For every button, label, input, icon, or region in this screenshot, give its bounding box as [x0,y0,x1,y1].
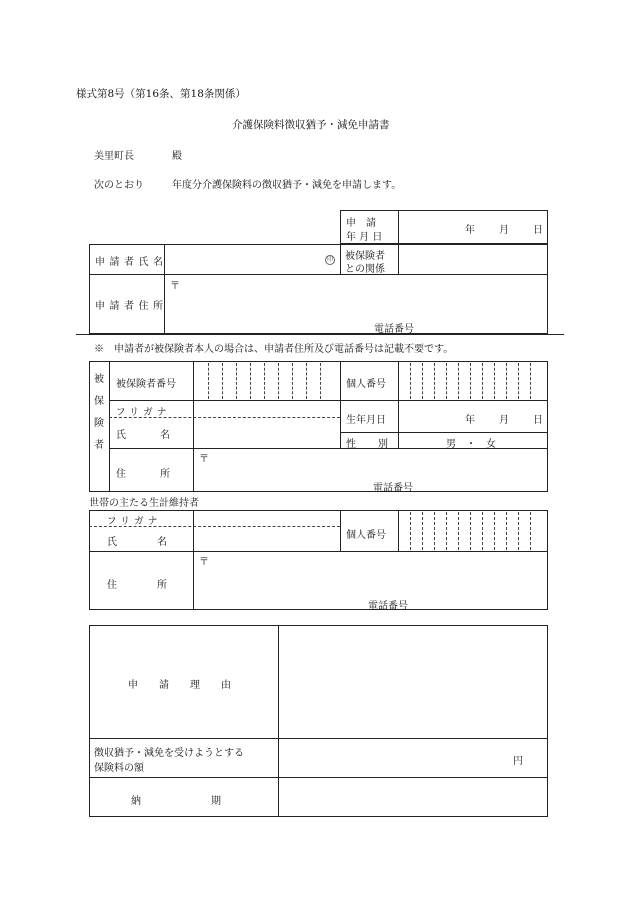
period-label: 納期 [131,796,291,807]
personal-number-label: 個人番号 [346,379,386,390]
insured-address-field[interactable] [211,450,541,476]
intro-text: 年度分介護保険料の徴収猶予・減免を申請します。 [172,180,402,191]
applicant-address-field[interactable] [182,277,542,317]
householder-personal-number-field[interactable] [400,512,546,550]
insured-number-label: 被保険者番号 [116,379,176,390]
note-text: ※ 申請者が被保険者本人の場合は、申請者住所及び電話番号は記載不要です。 [94,344,454,355]
birth-year-field[interactable]: 年 [465,415,475,426]
date-month-field[interactable]: 月 [499,225,509,236]
gender-label: 性別 [346,439,410,450]
applicant-name-field[interactable] [166,246,338,272]
insured-personal-number-field[interactable] [400,363,546,399]
insured-name-label: 氏名 [116,430,204,441]
insured-side-char-1: 被 [94,374,104,385]
amount-label-line2: 保険料の額 [94,763,144,774]
relation-label-line1: 被保険者 [345,251,385,262]
householder-furigana-label: フリガナ [107,516,162,527]
householder-personal-number-label: 個人番号 [346,530,386,541]
relation-field[interactable] [400,246,546,272]
date-label-line1: 申 請 [346,218,376,229]
householder-address-field[interactable] [211,553,541,589]
insured-phone-label: 電話番号 [373,483,413,494]
birth-day-field[interactable]: 日 [533,415,543,426]
separator-line [76,334,564,335]
applicant-name-label: 申請者氏名 [95,257,168,268]
householder-name-field[interactable] [195,528,338,550]
amount-field[interactable] [280,740,508,776]
householder-postal-mark: 〒 [199,557,209,568]
relation-label-line2: との関係 [345,264,385,275]
insured-side-char-3: 険 [94,418,104,429]
reason-field[interactable] [280,627,546,737]
householder-name-label: 氏名 [107,537,207,548]
householder-address-label: 住所 [107,580,207,591]
addressee: 美里町長 [94,151,134,162]
householder-phone-label: 電話番号 [368,601,408,612]
applicant-address-label: 申請者住所 [95,301,168,312]
date-day-field[interactable]: 日 [533,225,543,236]
birth-month-field[interactable]: 月 [499,415,509,426]
insured-name-field[interactable] [195,419,338,447]
insured-furigana-label: フリガナ [116,407,171,418]
seal-mark: 印 [326,256,333,263]
householder-furigana-field[interactable] [195,512,338,525]
amount-label-line1: 徴収猶予・減免を受けようとする [94,748,244,759]
insured-side-char-2: 保 [94,396,104,407]
insured-number-field[interactable] [195,363,338,399]
postal-mark: 〒 [170,281,180,292]
insured-furigana-field[interactable] [195,402,338,416]
birthdate-label: 生年月日 [346,415,386,426]
reason-label: 申請理由 [128,680,252,691]
insured-address-label: 住所 [116,469,204,480]
insured-postal-mark: 〒 [199,454,209,465]
form-number: 様式第8号（第16条、第18条関係） [76,88,246,100]
applicant-phone-label: 電話番号 [374,324,414,335]
intro-prefix: 次のとおり [94,180,144,191]
gender-options[interactable]: 男 ・ 女 [446,439,496,450]
householder-section-label: 世帯の主たる生計維持者 [89,498,199,509]
date-label-line2: 年 月 日 [346,232,383,243]
yen-unit: 円 [513,756,523,767]
period-field[interactable] [280,779,546,815]
date-year-field[interactable]: 年 [465,225,475,236]
honorific: 殿 [172,151,182,162]
document-title: 介護保険料徴収猶予・減免申請書 [232,119,390,131]
insured-side-char-4: 者 [94,440,104,451]
